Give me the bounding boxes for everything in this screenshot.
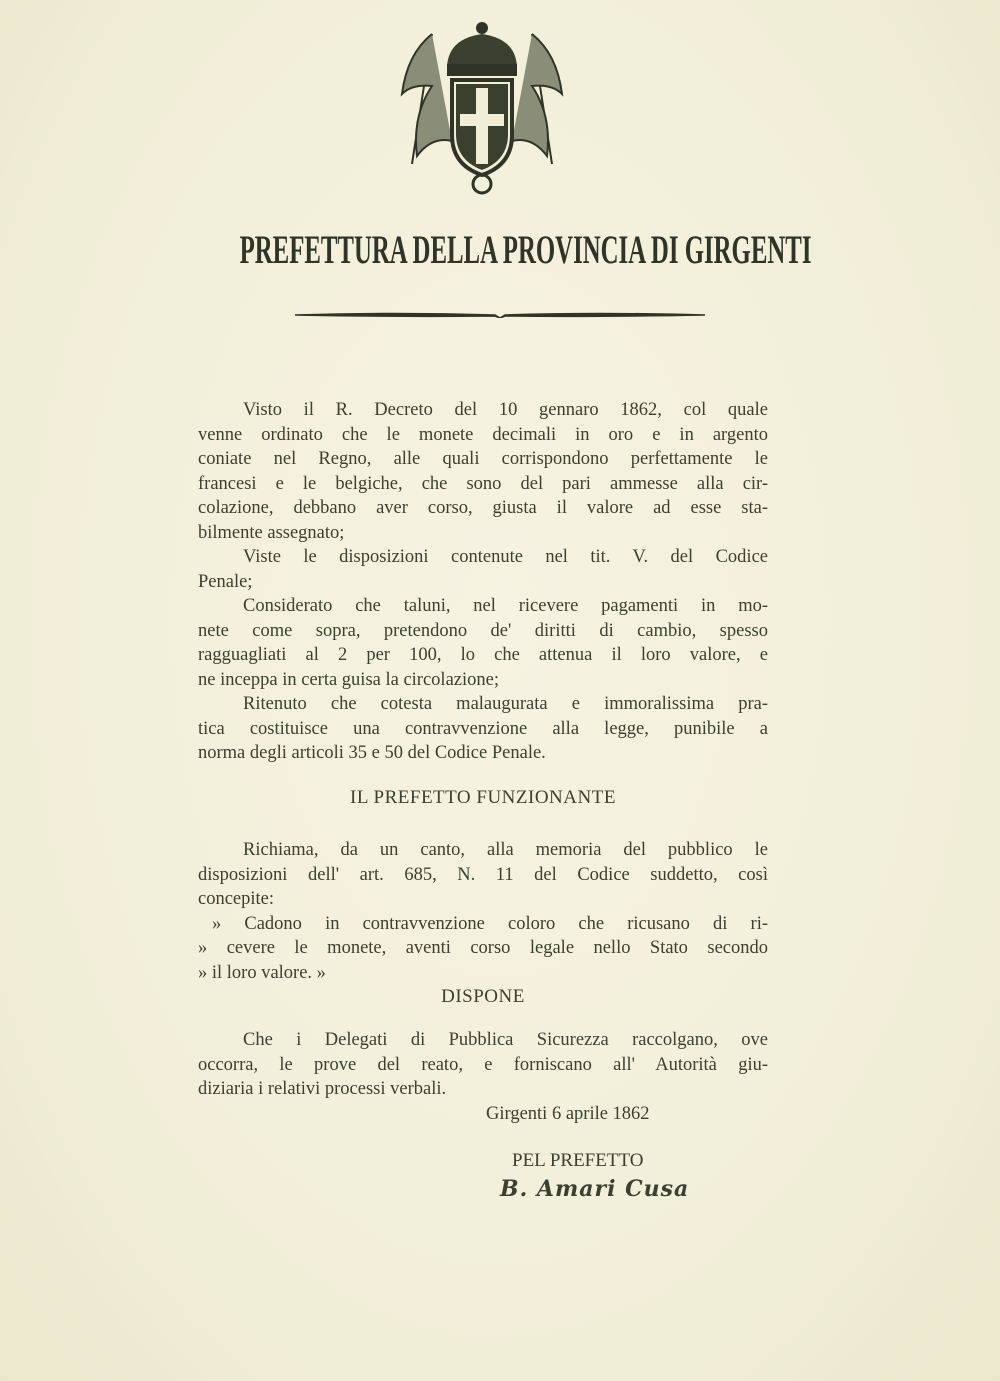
text-line: diziaria i relativi processi verbali.: [198, 1079, 447, 1099]
text-line: Considerato che taluni, nel ricevere pagamenti in mo-: [243, 596, 768, 616]
text-line: ragguagliati al 2 per 100, lo che attenua il loro valore, e: [198, 645, 768, 665]
text-line: colazione, debbano aver corso, giusta il valore ad esse sta-: [198, 498, 768, 518]
text-line: norma degli articoli 35 e 50 del Codice Penale.: [198, 743, 546, 763]
signature-label: PEL PREFETTO: [512, 1150, 644, 1171]
dispone-text: [198, 1028, 768, 1126]
text-line: ne inceppa in certa guisa la circolazione;: [198, 669, 499, 690]
heading-prefetto: IL PREFETTO FUNZIONANTE: [350, 787, 616, 808]
text-line: Richiama, da un canto, alla memoria del pubblico le: [243, 840, 768, 860]
text-line: » Cadono in contravvenzione coloro che ricusano di ri-: [212, 913, 768, 934]
preamble-text: [198, 398, 768, 766]
text-line: concepite:: [198, 889, 275, 909]
text-line: occorra, le prove del reato, e forniscano all' Autorità giu-: [198, 1054, 768, 1075]
text-line: francesi e le belgiche, che sono del pari ammesse alla cir-: [198, 473, 768, 494]
heading-dispone: DISPONE: [441, 986, 525, 1007]
signature-name: B. Amari Cusa: [500, 1176, 690, 1202]
title-divider: [295, 312, 705, 318]
text-line: tica costituisce una contravvenzione alla legge, punibile a: [198, 718, 768, 739]
text-line: Penale;: [198, 571, 253, 592]
text-line: Ritenuto che cotesta malaugurata e immoralissima pra-: [243, 694, 768, 714]
text-line: Viste le disposizioni contenute nel tit. V. del Codice: [243, 547, 768, 567]
text-line: Che i Delegati di Pubblica Sicurezza raccolgano, ove: [243, 1030, 768, 1050]
document-date: Girgenti 6 aprile 1862: [486, 1103, 650, 1124]
document-title: PREFETTURA DELLA PROVINCIA DI GIRGENTI: [239, 227, 812, 272]
text-line: disposizioni dell' art. 685, N. 11 del Codice suddetto, così: [198, 864, 768, 885]
text-line: coniate nel Regno, alle quali corrispondono perfettamente le: [198, 449, 768, 469]
coat-of-arms-icon: [392, 14, 572, 199]
text-line: Visto il R. Decreto del 10 gennaro 1862, col quale: [243, 400, 768, 420]
text-line: bilmente assegnato;: [198, 522, 345, 543]
text-line: » il loro valore. »: [198, 962, 326, 983]
text-line: venne ordinato che le monete decimali in oro e in argento: [198, 424, 768, 445]
text-line: nete come sopra, pretendono de' diritti di cambio, spesso: [198, 620, 768, 641]
recall-text: [198, 838, 768, 1010]
text-line: » cevere le monete, aventi corso legale nello Stato secondo: [198, 938, 768, 958]
